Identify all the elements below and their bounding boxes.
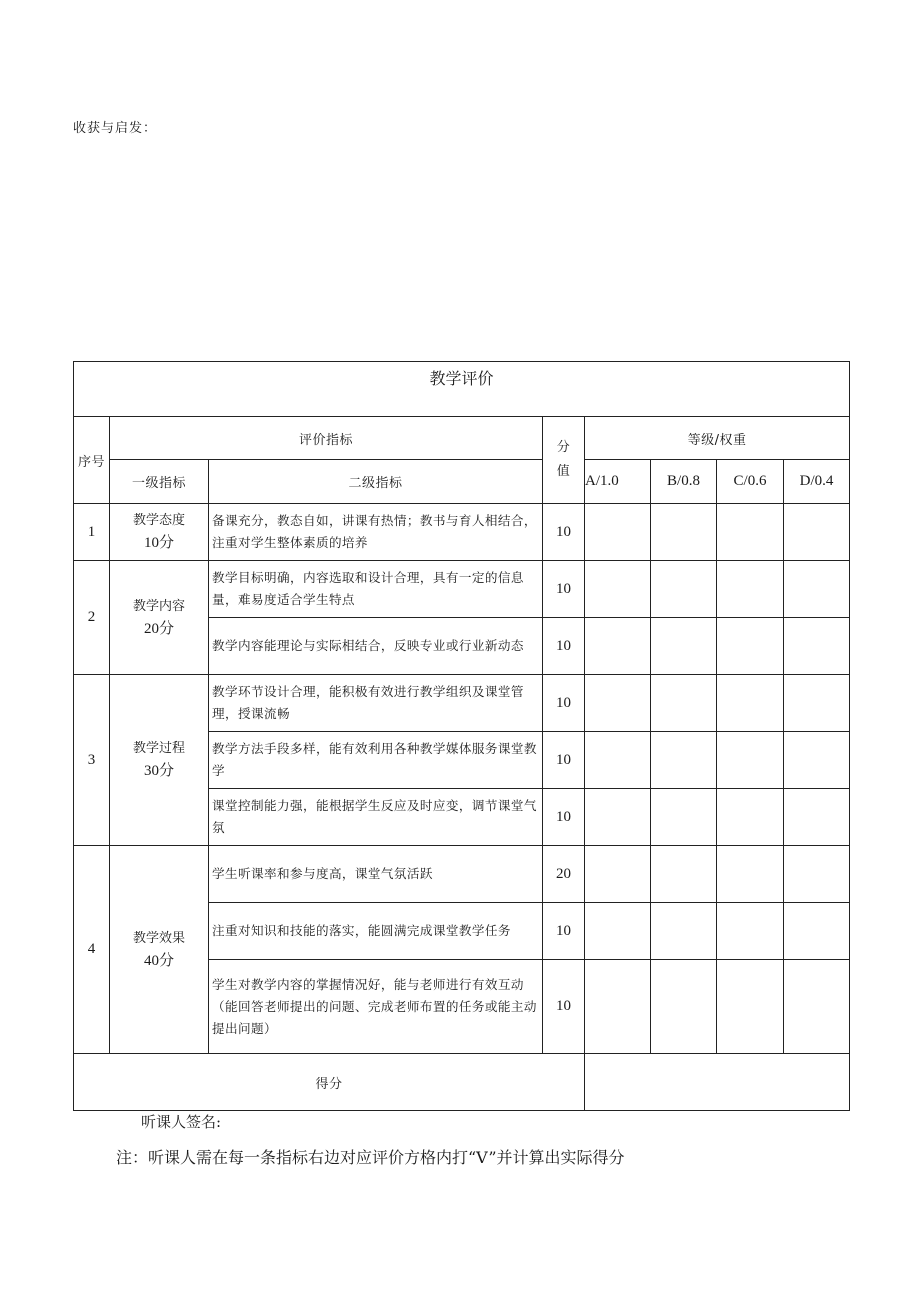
grade-c-cell[interactable] xyxy=(717,561,784,618)
group-seq: 2 xyxy=(74,561,110,675)
score-value: 20 xyxy=(543,846,585,903)
grade-a-cell[interactable] xyxy=(585,618,651,675)
grade-a-cell[interactable] xyxy=(585,504,651,561)
grade-a-cell[interactable] xyxy=(585,789,651,846)
grade-b-cell[interactable] xyxy=(651,732,717,789)
total-score-cell[interactable] xyxy=(585,1054,850,1111)
level2-indicator: 学生对教学内容的掌握情况好，能与老师进行有效互动（能回答老师提出的问题、完成老师布置的任务或能主动提出问题） xyxy=(209,960,543,1054)
total-label: 得分 xyxy=(74,1054,585,1111)
grade-c-cell[interactable] xyxy=(717,846,784,903)
grade-d-cell[interactable] xyxy=(784,789,850,846)
level1-name: 教学内容 xyxy=(132,598,185,614)
grade-c-cell[interactable] xyxy=(717,618,784,675)
grade-b-cell[interactable] xyxy=(651,903,717,960)
table-row xyxy=(74,846,850,903)
level2-indicator: 教学环节设计合理，能积极有效进行教学组织及课堂管理，授课流畅 xyxy=(209,675,543,732)
grade-b-cell[interactable] xyxy=(651,675,717,732)
group-seq: 4 xyxy=(74,846,110,1054)
table-title: 教学评价 xyxy=(74,362,850,417)
score-value: 10 xyxy=(543,675,585,732)
grade-a-cell[interactable] xyxy=(585,675,651,732)
level1-points: 30分 xyxy=(143,763,174,779)
group-seq: 3 xyxy=(74,675,110,846)
grade-d-cell[interactable] xyxy=(784,846,850,903)
level2-indicator: 学生听课率和参与度高，课堂气氛活跃 xyxy=(209,846,543,903)
grade-a-cell[interactable] xyxy=(585,561,651,618)
grade-a-cell[interactable] xyxy=(585,732,651,789)
level1-name: 教学态度 xyxy=(132,513,185,528)
level2-header: 二级指标 xyxy=(209,460,543,504)
grade-a-cell[interactable] xyxy=(585,903,651,960)
grade-b-cell[interactable] xyxy=(651,960,717,1054)
grade-c-cell[interactable] xyxy=(717,732,784,789)
level1-name: 教学过程 xyxy=(132,741,185,756)
evaluation-table xyxy=(73,361,850,1111)
grade-b-cell[interactable] xyxy=(651,846,717,903)
level2-indicator: 教学内容能理论与实际相结合，反映专业或行业新动态 xyxy=(209,618,543,675)
score-value: 10 xyxy=(543,960,585,1054)
score-value: 10 xyxy=(543,732,585,789)
level1-indicator xyxy=(110,561,209,675)
grade-d-cell[interactable] xyxy=(784,504,850,561)
grade-b-cell[interactable] xyxy=(651,561,717,618)
level2-indicator: 教学目标明确，内容选取和设计合理，具有一定的信息量，难易度适合学生特点 xyxy=(209,561,543,618)
table-row xyxy=(74,675,850,732)
grade-c-cell[interactable] xyxy=(717,960,784,1054)
grade-d-cell[interactable] xyxy=(784,732,850,789)
level1-indicator xyxy=(110,675,209,846)
grade-c-cell[interactable] xyxy=(717,675,784,732)
table-row xyxy=(74,561,850,618)
grade-d-cell[interactable] xyxy=(784,903,850,960)
level2-indicator: 课堂控制能力强，能根据学生反应及时应变，调节课堂气氛 xyxy=(209,789,543,846)
total-row xyxy=(74,1054,850,1111)
level1-points: 10分 xyxy=(143,535,174,551)
seq-header: 序号 xyxy=(74,417,110,504)
level1-indicator xyxy=(110,846,209,1054)
level1-name: 教学效果 xyxy=(132,930,185,946)
grade-d-cell[interactable] xyxy=(784,618,850,675)
score-value: 10 xyxy=(543,561,585,618)
level2-indicator: 备课充分，教态自如，讲课有热情；教书与育人相结合，注重对学生整体素质的培养 xyxy=(209,504,543,561)
grade-c-header: C/0.6 xyxy=(717,460,784,504)
grade-d-cell[interactable] xyxy=(784,561,850,618)
note-text: 注：听课人需在每一条指标右边对应评价方格内打“V”并计算出实际得分 xyxy=(116,1148,625,1167)
grade-b-header: B/0.8 xyxy=(651,460,717,504)
grade-c-cell[interactable] xyxy=(717,504,784,561)
level1-points: 20分 xyxy=(143,620,174,637)
signature-label: 听课人签名: xyxy=(141,1113,222,1131)
grade-b-cell[interactable] xyxy=(651,504,717,561)
score-value: 10 xyxy=(543,618,585,675)
table-row xyxy=(74,504,850,561)
score-value: 10 xyxy=(543,504,585,561)
score-value: 10 xyxy=(543,903,585,960)
grade-d-cell[interactable] xyxy=(784,960,850,1054)
indicators-header: 评价指标 xyxy=(110,417,543,460)
grade-c-cell[interactable] xyxy=(717,789,784,846)
group-seq: 1 xyxy=(74,504,110,561)
level1-header: 一级指标 xyxy=(110,460,209,504)
grade-d-header: D/0.4 xyxy=(784,460,850,504)
grade-c-cell[interactable] xyxy=(717,903,784,960)
grade-b-cell[interactable] xyxy=(651,618,717,675)
grade-d-cell[interactable] xyxy=(784,675,850,732)
score-value: 10 xyxy=(543,789,585,846)
grade-a-cell[interactable] xyxy=(585,846,651,903)
grade-a-cell[interactable] xyxy=(585,960,651,1054)
grade-b-cell[interactable] xyxy=(651,789,717,846)
reflection-heading: 收获与启发： xyxy=(73,121,158,136)
level1-points: 40分 xyxy=(143,952,174,969)
level2-indicator: 教学方法手段多样，能有效利用各种教学媒体服务课堂教学 xyxy=(209,732,543,789)
level2-indicator: 注重对知识和技能的落实，能圆满完成课堂教学任务 xyxy=(209,903,543,960)
score-header: 分 值 xyxy=(543,417,585,504)
grade-weight-header: 等级/权重 xyxy=(585,417,850,460)
level1-indicator xyxy=(110,504,209,561)
grade-a-header: A/1.0 xyxy=(585,460,651,504)
